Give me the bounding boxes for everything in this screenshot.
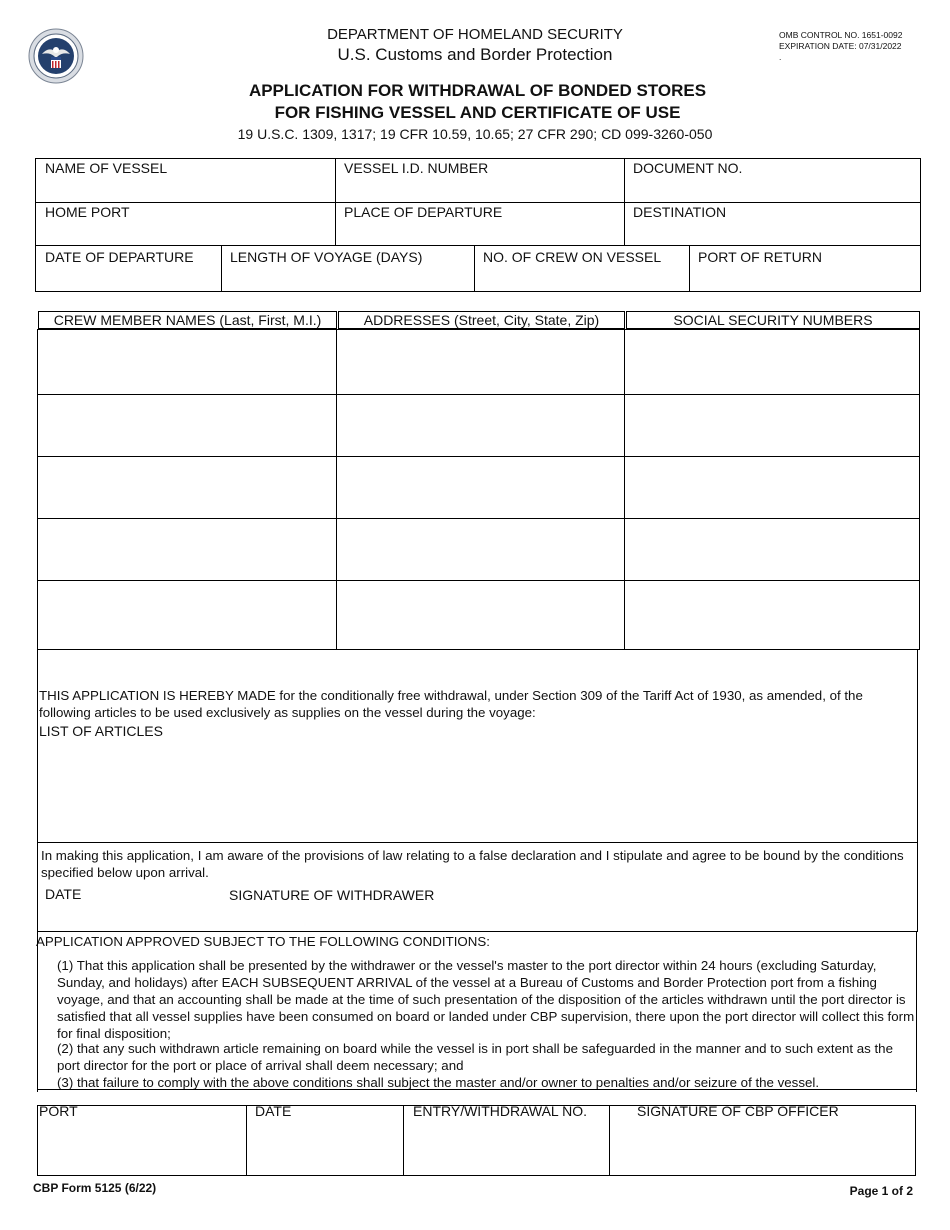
form-title-line1: APPLICATION FOR WITHDRAWAL OF BONDED STORES (248, 81, 707, 100)
entry-withdrawal-no-field[interactable]: ENTRY/WITHDRAWAL NO. (413, 1103, 587, 1119)
vessel-info-grid (35, 158, 921, 292)
crew-name-cell-5[interactable] (38, 581, 335, 649)
page-number: Page 1 of 2 (849, 1184, 913, 1198)
crew-address-cell-1[interactable] (337, 330, 623, 393)
application-statement: THIS APPLICATION IS HEREBY MADE for the conditionally free withdrawal, under Section 309 of the Tariff Act of 1930, as amended, of the following articles to be used exclusively as supplies on the vessel during the voyage: (39, 688, 863, 720)
cbp-date-field[interactable]: DATE (255, 1103, 292, 1119)
conditions-heading: APPLICATION APPROVED SUBJECT TO THE FOLLOWING CONDITIONS: (36, 934, 490, 949)
crew-ssn-cell-1[interactable] (625, 330, 919, 393)
declaration-text: In making this application, I am aware of the provisions of law relating to a false declaration and I stipulate and agree to be bound by the conditions specified below upon arrival. (41, 848, 904, 880)
crew-names-header: CREW MEMBER NAMES (Last, First, M.I.) (38, 311, 337, 329)
home-port-field[interactable]: HOME PORT (45, 204, 130, 220)
length-of-voyage-field[interactable]: LENGTH OF VOYAGE (DAYS) (230, 249, 423, 265)
legal-authority: 19 U.S.C. 1309, 1317; 19 CFR 10.59, 10.65; 27 CFR 290; CD 099-3260-050 (237, 126, 713, 142)
form-number: CBP Form 5125 (6/22) (33, 1181, 157, 1195)
withdrawer-signature-field[interactable] (440, 884, 910, 924)
cbp-port-field[interactable]: PORT (39, 1103, 78, 1119)
omb-info (779, 30, 902, 63)
crew-address-cell-5[interactable] (337, 581, 623, 649)
crew-ssn-header: SOCIAL SECURITY NUMBERS (626, 311, 920, 329)
date-of-departure-field[interactable]: DATE OF DEPARTURE (45, 249, 194, 265)
place-of-departure-field[interactable]: PLACE OF DEPARTURE (344, 204, 503, 220)
crew-count-field[interactable]: NO. OF CREW ON VESSEL (483, 249, 662, 265)
condition-3: (3) that failure to comply with the above conditions shall subject the master and/or owner to penalties and/or seizure of the vessel. (57, 1075, 820, 1090)
crew-name-cell-2[interactable] (38, 395, 335, 455)
withdrawer-date-label: DATE (45, 886, 82, 902)
department-name: DEPARTMENT OF HOMELAND SECURITY (327, 26, 623, 43)
destination-field[interactable]: DESTINATION (633, 204, 727, 220)
crew-ssn-cell-4[interactable] (625, 519, 919, 579)
crew-address-cell-3[interactable] (337, 457, 623, 517)
list-of-articles-label: LIST OF ARTICLES (39, 723, 163, 739)
omb-dot: . (779, 52, 782, 62)
crew-ssn-cell-5[interactable] (625, 581, 919, 649)
crew-name-cell-1[interactable] (38, 330, 335, 393)
list-of-articles-field[interactable] (39, 742, 916, 840)
condition-1: (1) That this application shall be presented by the withdrawer or the vessel's master to the port director within 24 hours (excluding Saturday, Sunday, and holidays) after EACH SUBSEQUENT ARRIVAL of the vessel at a Bureau of Customs and Border Protection port from a fishing voyage, and that an accounting shall be made at the time of such presentation of the disposition of the articles withdrawn until the port director is satisfied that all vessel supplies have been consumed on board or landed under CBP supervision, there upon the port director will collect this form for final disposition; (57, 958, 915, 1041)
port-of-return-field[interactable]: PORT OF RETURN (698, 249, 822, 265)
crew-ssn-cell-2[interactable] (625, 395, 919, 455)
withdrawer-signature-label: SIGNATURE OF WITHDRAWER (229, 887, 435, 903)
agency-name: U.S. Customs and Border Protection (337, 45, 613, 64)
omb-expiration-date: EXPIRATION DATE: 07/31/2022 (779, 41, 902, 51)
crew-address-cell-4[interactable] (337, 519, 623, 579)
withdrawer-date-field[interactable] (90, 884, 210, 924)
document-no-field[interactable]: DOCUMENT NO. (633, 160, 743, 176)
vessel-name-field[interactable]: NAME OF VESSEL (45, 160, 168, 176)
crew-name-cell-4[interactable] (38, 519, 335, 579)
condition-2: (2) that any such withdrawn article remaining on board while the vessel is in port shall be safeguarded in the manner and to such extent as the port director for the port or place of arrival shall deem necessary; and (57, 1041, 893, 1073)
crew-address-cell-2[interactable] (337, 395, 623, 455)
crew-ssn-cell-3[interactable] (625, 457, 919, 517)
vessel-id-field[interactable]: VESSEL I.D. NUMBER (344, 160, 489, 176)
crew-name-cell-3[interactable] (38, 457, 335, 517)
cbp-officer-signature-field[interactable]: SIGNATURE OF CBP OFFICER (637, 1103, 839, 1119)
form-title-line2: FOR FISHING VESSEL AND CERTIFICATE OF USE (274, 103, 681, 122)
crew-addresses-header: ADDRESSES (Street, City, State, Zip) (338, 311, 625, 329)
omb-control-number: OMB CONTROL NO. 1651-0092 (779, 30, 903, 40)
